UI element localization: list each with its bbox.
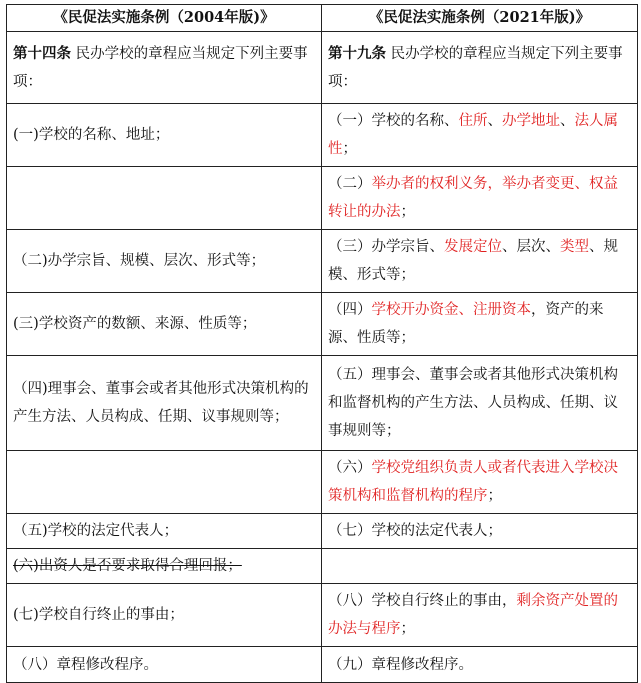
left-cell bbox=[7, 549, 322, 584]
right-cell bbox=[322, 167, 638, 230]
left-cell bbox=[7, 293, 322, 356]
table-row bbox=[7, 167, 638, 230]
cell-text: (一)学校的名称、地址； bbox=[13, 127, 170, 143]
cell-text: ； bbox=[342, 141, 357, 157]
header-row bbox=[7, 5, 638, 32]
table-row bbox=[7, 293, 638, 356]
table-row bbox=[7, 584, 638, 647]
article-number: 第十九条 bbox=[328, 44, 386, 62]
right-cell bbox=[322, 549, 638, 584]
right-cell bbox=[322, 647, 638, 683]
right-cell bbox=[322, 32, 638, 104]
cell-text: ； bbox=[400, 204, 415, 220]
left-cell bbox=[7, 356, 322, 451]
right-cell bbox=[322, 293, 638, 356]
table-row bbox=[7, 104, 638, 167]
right-cell bbox=[322, 514, 638, 549]
cell-text: （一）学校的名称、 bbox=[328, 113, 459, 129]
highlighted-text: 发展定位 bbox=[444, 239, 502, 255]
cell-text: ； bbox=[487, 488, 502, 504]
deleted-text: (六)出资人是否要求取得合理回报； bbox=[13, 558, 242, 574]
comparison-document bbox=[6, 4, 637, 683]
table-row bbox=[7, 514, 638, 549]
cell-text: （二)办学宗旨、规模、层次、形式等； bbox=[13, 253, 266, 269]
cell-text: （八）章程修改程序。 bbox=[13, 656, 158, 673]
left-cell bbox=[7, 32, 322, 104]
cell-text: （四)理事会、董事会或者其他形式决策机构的产生方法、人员构成、任期、议事规则等； bbox=[13, 381, 309, 425]
left-cell bbox=[7, 514, 322, 549]
right-cell bbox=[322, 104, 638, 167]
highlighted-text: 剩余资产处置的办法与程序 bbox=[328, 593, 618, 637]
right-cell bbox=[322, 356, 638, 451]
cell-text: (七)学校自行终止的事由； bbox=[13, 607, 184, 623]
left-cell bbox=[7, 104, 322, 167]
cell-text: （九）章程修改程序。 bbox=[328, 656, 473, 673]
cell-text: 、规模、形式等； bbox=[328, 239, 618, 283]
highlighted-text: 法人属性 bbox=[328, 113, 618, 157]
cell-text: （三）办学宗旨、 bbox=[328, 239, 444, 255]
article-number: 第十四条 bbox=[13, 44, 71, 62]
cell-text: （八）学校自行终止的事由， bbox=[328, 593, 517, 609]
right-cell bbox=[322, 451, 638, 514]
right-column-header: 《民促法实施条例（2021年版)》 bbox=[322, 5, 638, 32]
left-cell bbox=[7, 230, 322, 293]
highlighted-text: 学校开办资金、注册资本 bbox=[371, 302, 531, 318]
right-cell bbox=[322, 230, 638, 293]
right-cell bbox=[322, 584, 638, 647]
cell-text: 民办学校的章程应当规定下列主要事项： bbox=[328, 45, 623, 90]
table-row bbox=[7, 32, 638, 104]
left-cell bbox=[7, 451, 322, 514]
left-cell bbox=[7, 584, 322, 647]
cell-text: 民办学校的章程应当规定下列主要事项： bbox=[13, 45, 308, 90]
table-row bbox=[7, 451, 638, 514]
table-row bbox=[7, 230, 638, 293]
cell-text: （六） bbox=[328, 460, 372, 476]
highlighted-text: 学校党组织负责人或者代表进入学校决策机构和监督机构的程序 bbox=[328, 460, 618, 504]
cell-text: （二） bbox=[328, 176, 372, 192]
cell-text: ； bbox=[400, 621, 415, 637]
cell-text: （五)学校的法定代表人； bbox=[13, 523, 179, 539]
cell-text: 、层次、 bbox=[502, 239, 560, 255]
cell-text: （四） bbox=[328, 302, 372, 318]
highlighted-text: 住所 bbox=[458, 113, 488, 129]
highlighted-text: 办学地址 bbox=[502, 113, 560, 129]
left-cell bbox=[7, 647, 322, 683]
cell-text: （五）理事会、董事会或者其他形式决策机构和监督机构的产生方法、人员构成、任期、议事规则等； bbox=[328, 367, 618, 439]
highlighted-text: 类型 bbox=[560, 239, 589, 255]
table-row bbox=[7, 549, 638, 584]
left-cell bbox=[7, 167, 322, 230]
comparison-table bbox=[6, 4, 638, 683]
cell-text: 、 bbox=[487, 113, 502, 129]
cell-text: 、 bbox=[560, 113, 575, 129]
cell-text: （七）学校的法定代表人； bbox=[328, 523, 502, 539]
highlighted-text: 举办者的权利义务，举办者变更、权益转让的办法 bbox=[328, 176, 618, 220]
cell-text: ，资产的来源、性质等； bbox=[328, 302, 604, 346]
left-column-header: 《民促法实施条例（2004年版)》 bbox=[7, 5, 322, 32]
table-row bbox=[7, 647, 638, 683]
table-row bbox=[7, 356, 638, 451]
cell-text: (三)学校资产的数额、来源、性质等； bbox=[13, 316, 257, 332]
